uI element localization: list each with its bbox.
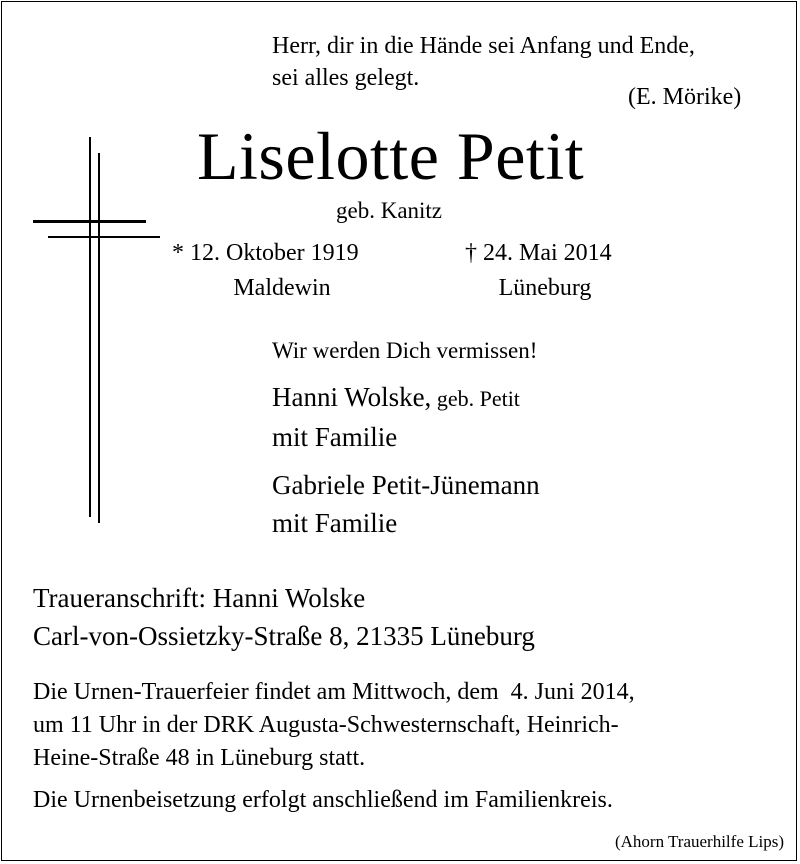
maiden-name: geb. Kanitz <box>336 198 443 223</box>
ceremony-line-3: Heine-Straße 48 in Lüneburg statt. <box>33 745 366 771</box>
ceremony-line-2: um 11 Uhr in der DRK Augusta-Schwesternschaft, Heinrich- <box>33 712 619 738</box>
ceremony-info <box>33 676 635 775</box>
burial-info: Die Urnenbeisetzung erfolgt anschließend im Familienkreis. <box>33 787 613 813</box>
mourner-note: geb. Petit <box>431 386 520 411</box>
birth-date: * 12. Oktober 1919 <box>172 240 359 266</box>
deceased-name: Liselotte Petit <box>197 118 585 194</box>
mourner-name: Hanni Wolske, <box>272 382 432 412</box>
farewell-text: Wir werden Dich vermissen! <box>272 338 538 363</box>
address-line-2: Carl-von-Ossietzky-Straße 8, 21335 Lüneburg <box>33 621 535 651</box>
motto-line-2: sei alles gelegt. <box>272 65 420 91</box>
death-place: Lüneburg <box>498 275 592 301</box>
death-date: † 24. Mai 2014 <box>465 240 612 266</box>
birth-place: Maldewin <box>233 275 331 301</box>
mourner-family: mit Familie <box>272 422 398 452</box>
funeral-home: (Ahorn Trauerhilfe Lips) <box>614 832 784 851</box>
mourning-address <box>33 579 535 655</box>
mourner-1 <box>272 378 520 456</box>
mourner-family: mit Familie <box>272 508 398 538</box>
address-line-1: Traueranschrift: Hanni Wolske <box>33 583 366 613</box>
mourner-2 <box>272 466 540 542</box>
ceremony-line-1: Die Urnen-Trauerfeier findet am Mittwoch, dem 4. Juni 2014, <box>33 679 635 705</box>
mourner-name: Gabriele Petit-Jünemann <box>272 470 540 500</box>
motto-author: (E. Mörike) <box>628 84 742 110</box>
motto-line-1: Herr, dir in die Hände sei Anfang und Ende, <box>272 33 695 59</box>
